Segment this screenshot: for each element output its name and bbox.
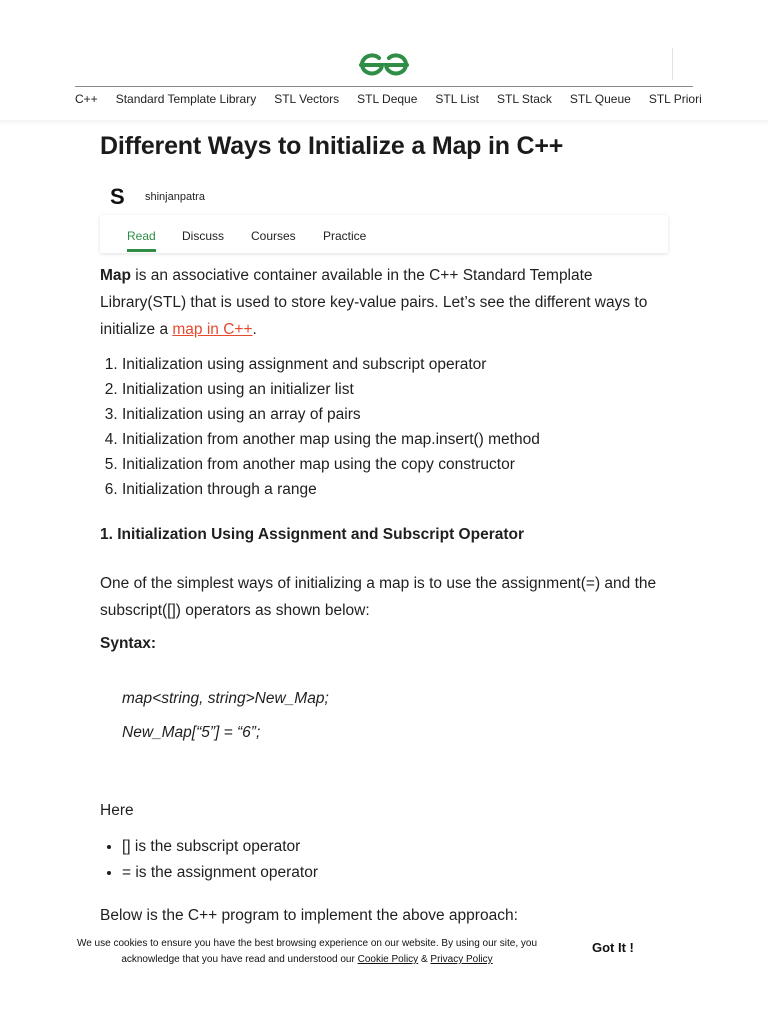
- ways-list: [100, 352, 670, 502]
- nav-item-stl-vectors[interactable]: STL Vectors: [274, 92, 340, 106]
- nav-item-cpp[interactable]: C++: [75, 92, 98, 106]
- logo-icon: [358, 52, 410, 78]
- list-item: 2. Initialization using an initializer list: [122, 377, 670, 402]
- tab-practice[interactable]: Practice: [323, 229, 367, 243]
- list-item: 4. Initialization from another map using the map.insert() method: [122, 427, 670, 452]
- syntax-code-line: New_Map[“5”] = “6”;: [122, 724, 261, 741]
- page-title: Different Ways to Initialize a Map in C++: [100, 132, 564, 160]
- intro-text: is an associative container available in the C++ Standard Template Library(STL) that is used to store key-value pairs. Let’s see the different ways to initialize a: [100, 267, 648, 338]
- tab-discuss[interactable]: Discuss: [182, 229, 225, 243]
- list-item: 1. Initialization using assignment and subscript operator: [122, 352, 670, 377]
- nav-item-stl-queue[interactable]: STL Queue: [569, 92, 631, 106]
- list-item: • [] is the subscript operator: [122, 834, 670, 860]
- list-item: 5. Initialization from another map using the copy constructor: [122, 452, 670, 477]
- map-in-cpp-link[interactable]: map in C++: [172, 321, 253, 338]
- nav-item-stl[interactable]: Standard Template Library: [115, 92, 257, 106]
- cookie-text: We use cookies to ensure you have the best browsing experience on our website. By using our site, you acknowledge that you have read and understood our: [76, 938, 538, 965]
- cookie-banner: [0, 928, 768, 1024]
- got-it-button[interactable]: Got It !: [592, 940, 634, 955]
- list-item: 3. Initialization using an array of pairs: [122, 402, 670, 427]
- list-item: 6. Initialization through a range: [122, 477, 670, 502]
- topic-nav: [75, 86, 702, 120]
- intro-bold-term: Map: [100, 267, 131, 284]
- section-paragraph: One of the simplest ways of initializing a map is to use the assignment(=) and the subscript([]) operators as shown below:: [100, 575, 657, 619]
- author-avatar[interactable]: S: [110, 184, 125, 209]
- nav-item-stl-deque[interactable]: STL Deque: [357, 92, 418, 106]
- nav-item-stl-priority[interactable]: STL Priori: [648, 92, 702, 106]
- privacy-policy-link[interactable]: Privacy Policy: [430, 954, 493, 965]
- header-shadow: [0, 120, 768, 126]
- nav-item-stl-list[interactable]: STL List: [435, 92, 479, 106]
- cookie-message: [72, 936, 542, 968]
- cookie-amp: &: [418, 954, 431, 965]
- intro-end: .: [252, 321, 257, 338]
- nav-item-stl-stack[interactable]: STL Stack: [496, 92, 552, 106]
- cookie-policy-link[interactable]: Cookie Policy: [357, 954, 419, 965]
- article-body: [100, 262, 670, 927]
- header-divider: [672, 48, 673, 80]
- syntax-code-line: map<string, string>New_Map;: [122, 690, 329, 707]
- syntax-label: Syntax:: [100, 635, 156, 652]
- list-item: • = is the assignment operator: [122, 860, 670, 886]
- here-text: Here: [100, 802, 134, 819]
- site-header: [0, 0, 768, 122]
- tab-read[interactable]: Read: [127, 229, 156, 243]
- active-tab-indicator: [127, 249, 156, 252]
- intro-paragraph: [100, 262, 670, 343]
- section-heading: 1. Initialization Using Assignment and Subscript Operator: [100, 526, 525, 543]
- author-name[interactable]: shinjanpatra: [145, 191, 205, 203]
- operators-list: [100, 834, 670, 886]
- tab-courses[interactable]: Courses: [251, 229, 296, 243]
- program-intro-text: Below is the C++ program to implement the above approach:: [100, 907, 518, 924]
- geeksforgeeks-logo[interactable]: [358, 52, 410, 78]
- article-tabs: [100, 215, 668, 253]
